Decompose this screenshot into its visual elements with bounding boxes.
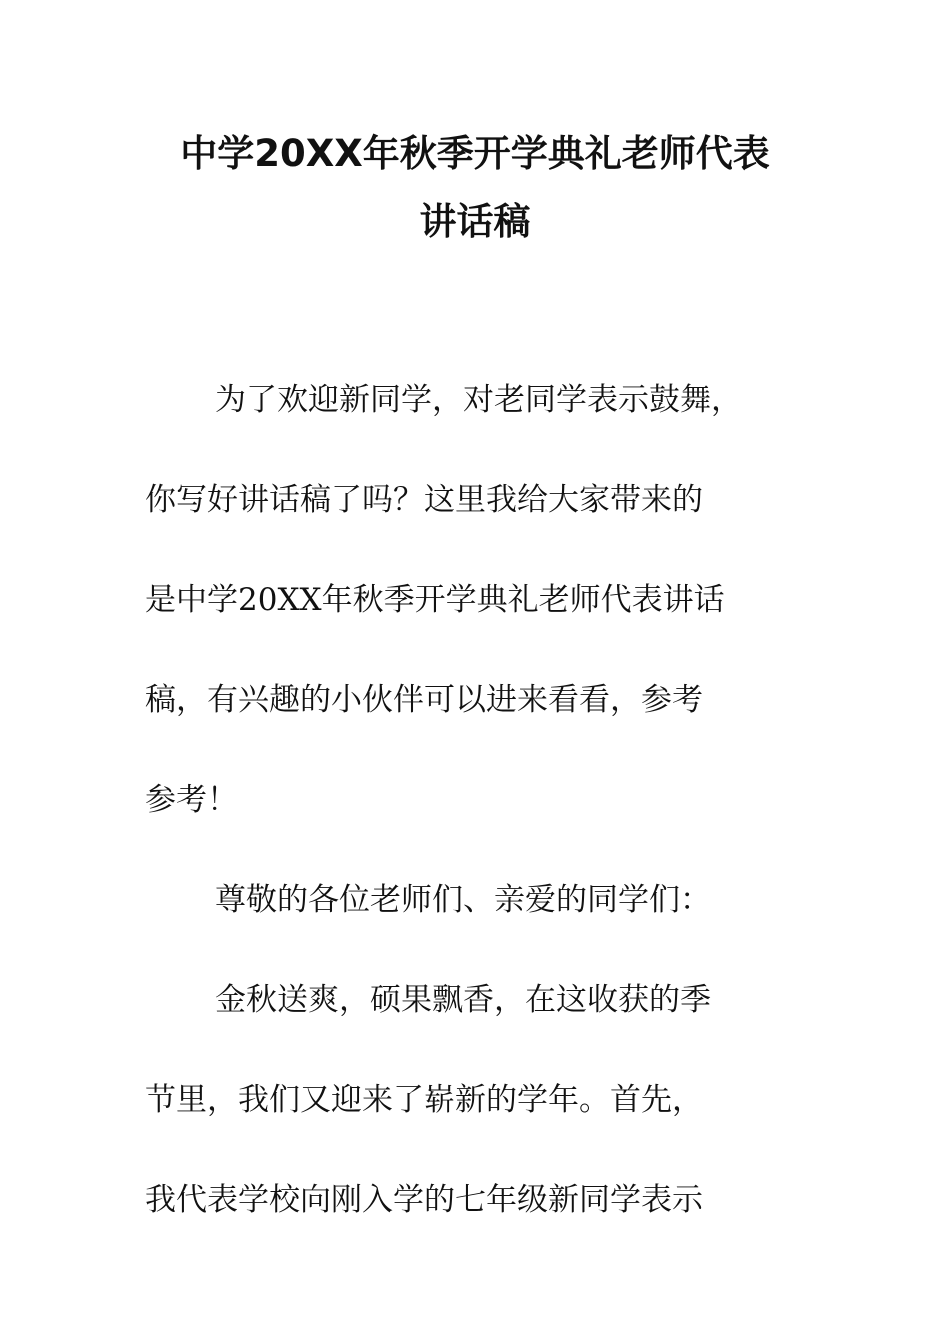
body-line-2: 你写好讲话稿了吗？这里我给大家带来的 (145, 482, 703, 518)
body-line-7: 金秋送爽，硕果飘香，在这收获的季 (215, 982, 711, 1018)
body-line-1: 为了欢迎新同学，对老同学表示鼓舞， (215, 382, 742, 418)
body-line-8: 节里，我们又迎来了崭新的学年。首先， (145, 1082, 703, 1118)
body-line-4: 稿，有兴趣的小伙伴可以进来看看，参考 (145, 682, 703, 718)
salutation-line: 尊敬的各位老师们、亲爱的同学们： (215, 882, 711, 918)
body-line-9: 我代表学校向刚入学的七年级新同学表示 (145, 1182, 703, 1218)
title-line-1: 中学20XX年秋季开学典礼老师代表 (180, 132, 770, 175)
document-title (145, 120, 805, 256)
body-line-3: 是中学20XX年秋季开学典礼老师代表讲话 (145, 582, 725, 618)
title-line-2: 讲话稿 (419, 200, 531, 243)
body-line-5: 参考！ (145, 782, 238, 818)
